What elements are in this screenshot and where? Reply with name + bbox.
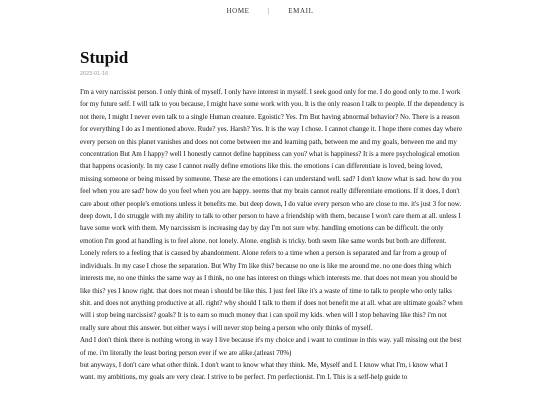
post-paragraph: I'm a very narcissist person. I only think of myself. I only have interest in myself. I seek good only for me. I do good only to me. I work for my future self. I will talk to you because, I might have some work with you. It is the only reason I talk to people. If the dependency is not there, I might I never even talk to a single Human creature. Egoistic? Yes. I'm But having abnormal behavior? No. There is a reason for everything I do as I mentioned above. Rude? yes. Harsh? Yes. It is the way I chose. I cannot change it. I hope there comes day where every person on this planet vanishes and does not come between me and learning path, between me and my goals, between me and my concentration But Am I happy? well I honestly cannot define happiness can you? what is happiness? It is a mere psychological emotion that happens ocasionly. In my case I cannot really define emotions like this. the emotions i can differentiate is loved, being loved, missing someone or being missed by someone. These are the emotions i can understand well. sad? I don't know what is sad. how do you feel when you are sad? how do you feel when you are happy. seems that my brain cannot really differentiate emotions. If it does, I don't care about other people's emotions unless it benefits me. but deep down, I do value every person who are close to me. it's just 3 for now. deep down, I do struggle with my ability to talk to other person to have a friendship with them, because I won't care them at all. unless I have some work with them. My narcissism is increasing day by day I'm not sure why. handling emotions can be difficult. the only emotion I'm good at handling is to feel alone. not lonely. Alone. english is tricky. both seem like same words but both are different. Lonely refers to a feeling that is caused by abandonment. Alone refers to a time when a person is separated and far from a group of individuals. In my case I chose the separation. But Why I'm like this? because no one is like me around me. no one does thing which interests me, no one thinks the same way as I think, no one has interest on things which interests me. that does not mean you should be like this? yes I know right. that does not mean i should be like this. I just feel like it's a waste of time to talk to people who only talks shit. and does not anything productive at all. right? why should I talk to them if does not benefit me at all. what are ultimate goals? when will i stop being narcissist? goals? It is to earn so much money that i can spoil my kids. when will I stop behaving like this? i'm not really sure about this answer. but either ways i will never stop being a person who only thinks of myself. [80,88,464,332]
top-navigation [0,7,540,15]
nav-home-link[interactable]: HOME [226,7,250,15]
post-paragraph: but anyways, I don't care what other think. I don't want to know what they think. Me, Myself and I. I know what I'm, i know what I want. my ambitions, my goals are very clear. I strive to be perfect. I'm perfectionist. I'm L This is a self-help guide to [80,360,448,382]
post-date: 2023-01-16 [80,71,109,77]
nav-email-link[interactable]: EMAIL [288,7,314,15]
post-body [80,86,464,384]
post-title: Stupid [80,48,129,67]
nav-separator: | [267,7,270,15]
post-paragraph: And I don't think there is nothing wrong in way I live because it's my choice and i want to continue in this way. yall missing out the best of me. i'm literally the least boring person ever if we are alike.(atleast 70%) [80,336,462,357]
